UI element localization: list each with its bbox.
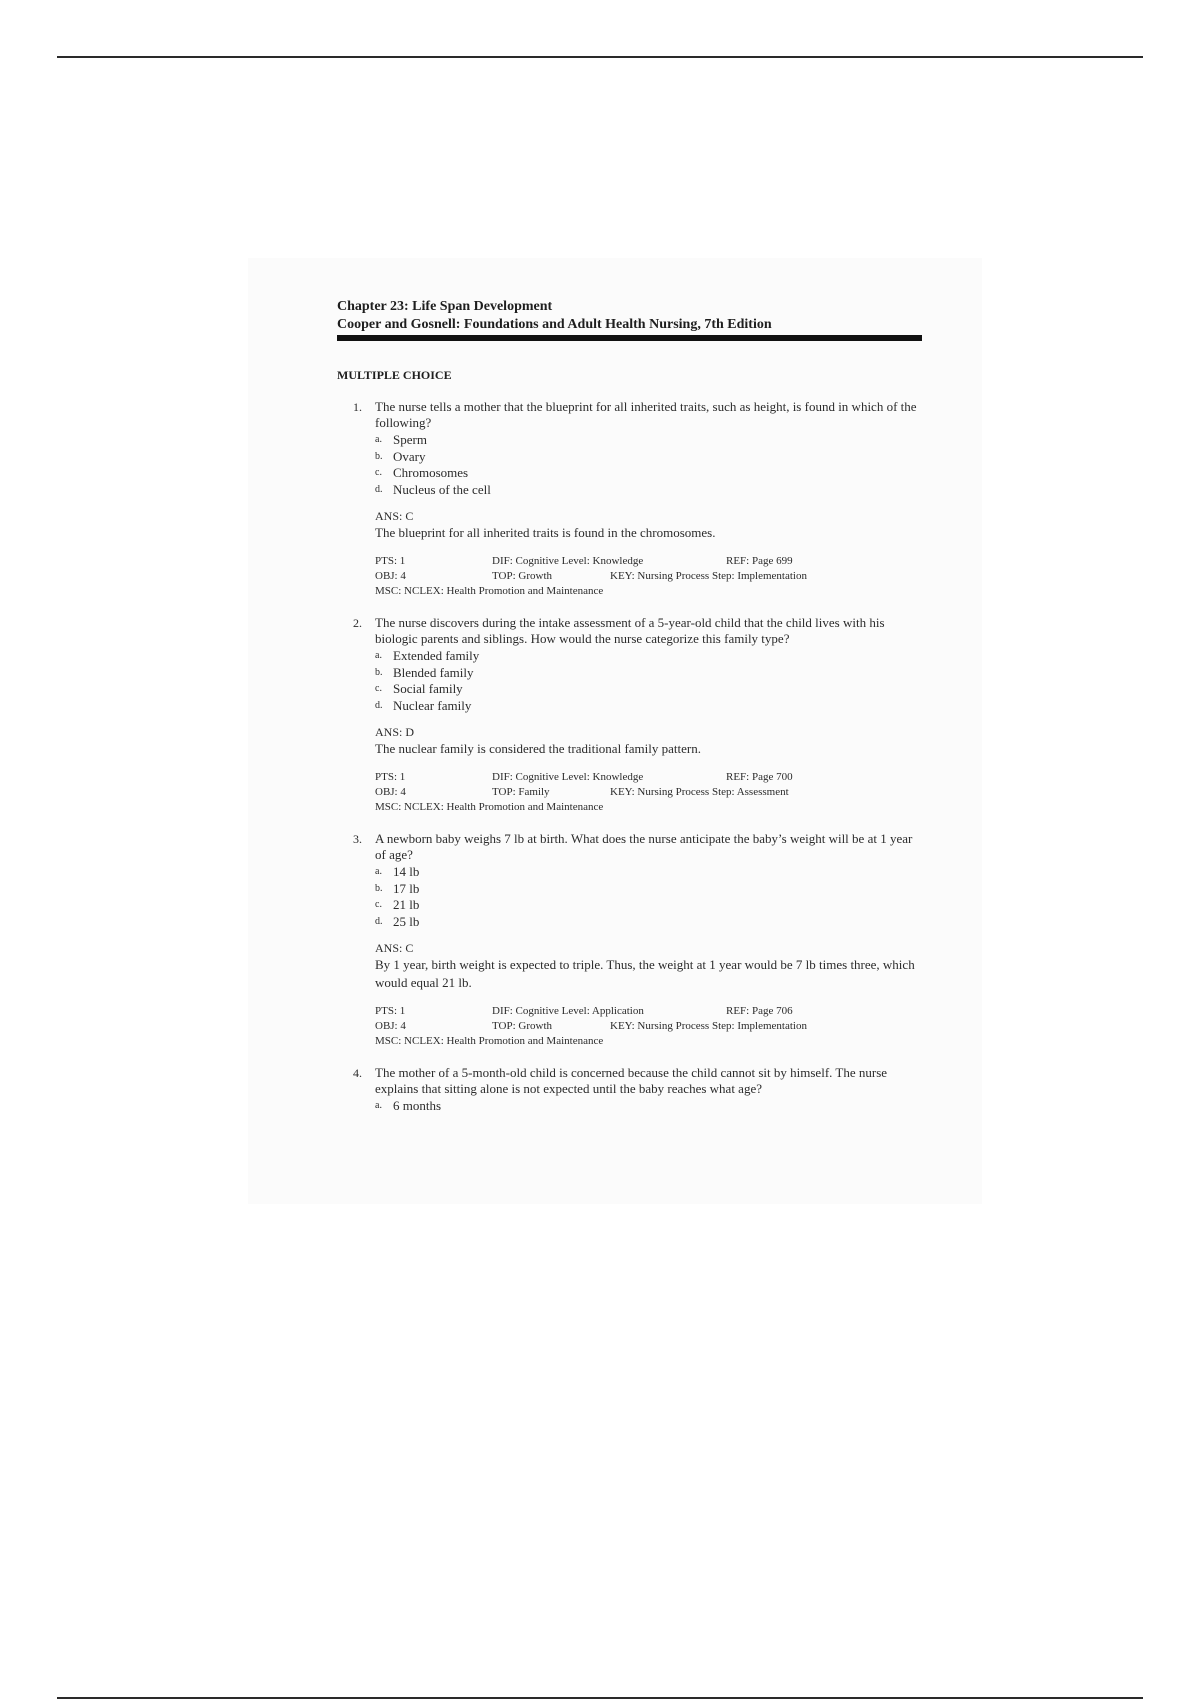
meta-msc: MSC: NCLEX: Health Promotion and Maintenance [375, 1035, 604, 1047]
choice-letter: b. [375, 666, 383, 678]
meta-ref: REF: Page 706 [726, 1005, 793, 1017]
choice-letter: a. [375, 650, 382, 661]
chapter-title: Chapter 23: Life Span Development [337, 299, 553, 314]
answer-choices [375, 1098, 922, 1115]
question-stem: The mother of a 5-month-old child is concerned because the child cannot sit by himself. The nurse explains that sitting alone is not expected until the baby reaches what age? [375, 1065, 888, 1096]
meta-key: KEY: Nursing Process Step: Implementation [610, 570, 807, 582]
choice-letter: c. [375, 467, 382, 478]
answer-choices [375, 432, 922, 498]
choice-d [375, 914, 922, 931]
choice-text: Extended family [393, 648, 480, 663]
choice-letter: b. [375, 450, 383, 462]
meta-pts: PTS: 1 [375, 1005, 406, 1017]
rationale: The blueprint for all inherited traits is found in the chromosomes. [375, 525, 716, 540]
page-top-rule [57, 56, 1143, 58]
meta-ref: REF: Page 699 [726, 555, 793, 567]
choice-text: 6 months [393, 1098, 442, 1113]
question-stem: A newborn baby weighs 7 lb at birth. What does the nurse anticipate the baby’s weight will be at 1 year of age? [375, 831, 913, 862]
choice-text: Sperm [393, 432, 427, 447]
choice-text: Blended family [393, 664, 474, 680]
choice-b [375, 881, 922, 898]
meta-top: TOP: Growth [492, 1020, 552, 1032]
choice-b [375, 665, 922, 682]
choice-letter: a. [375, 434, 382, 445]
meta-msc: MSC: NCLEX: Health Promotion and Maintenance [375, 801, 604, 813]
question-stem: The nurse tells a mother that the blueprint for all inherited traits, such as height, is found in which of the following? [375, 399, 917, 430]
choice-a [375, 864, 922, 881]
meta-obj: OBJ: 4 [375, 786, 406, 798]
choice-letter: d. [375, 699, 383, 711]
meta-pts: PTS: 1 [375, 555, 406, 567]
choice-text: 21 lb [393, 897, 420, 912]
question-1 [337, 399, 922, 599]
answer-key: ANS: C [375, 941, 414, 955]
choice-c [375, 465, 922, 482]
answer-choices [375, 864, 922, 930]
choice-letter: a. [375, 866, 382, 877]
document-page [337, 298, 922, 1115]
choice-letter: d. [375, 915, 383, 927]
choice-letter: d. [375, 483, 383, 495]
choice-a [375, 432, 922, 449]
choice-letter: c. [375, 683, 382, 694]
question-2 [337, 615, 922, 815]
choice-a [375, 1098, 922, 1115]
answer-block [375, 724, 922, 758]
meta-dif: DIF: Cognitive Level: Knowledge [492, 771, 644, 783]
choice-b [375, 449, 922, 466]
meta-top: TOP: Growth [492, 570, 552, 582]
rationale: By 1 year, birth weight is expected to triple. Thus, the weight at 1 year would be 7 lb times three, which would equal 21 lb. [375, 957, 915, 990]
answer-block [375, 940, 922, 992]
choice-text: Social family [393, 681, 463, 696]
meta-pts: PTS: 1 [375, 771, 406, 783]
book-title: Cooper and Gosnell: Foundations and Adult Health Nursing, 7th Edition [337, 317, 772, 332]
question-number: 1. [353, 400, 362, 414]
meta-obj: OBJ: 4 [375, 1020, 406, 1032]
choice-letter: b. [375, 882, 383, 894]
meta-key: KEY: Nursing Process Step: Implementation [610, 1020, 807, 1032]
choice-a [375, 648, 922, 665]
choice-text: Nucleus of the cell [393, 481, 491, 497]
choice-text: Nuclear family [393, 697, 472, 713]
question-metadata [375, 554, 922, 599]
rationale: The nuclear family is considered the traditional family pattern. [375, 741, 701, 756]
choice-letter: a. [375, 1100, 382, 1111]
choice-c [375, 681, 922, 698]
choice-text: 14 lb [393, 864, 420, 879]
title-underline-bar [337, 335, 922, 341]
question-metadata [375, 770, 922, 815]
choice-c [375, 897, 922, 914]
question-3 [337, 831, 922, 1049]
meta-key: KEY: Nursing Process Step: Assessment [610, 786, 789, 798]
choice-d [375, 698, 922, 715]
choice-letter: c. [375, 899, 382, 910]
meta-ref: REF: Page 700 [726, 771, 793, 783]
choice-text: Ovary [393, 448, 426, 464]
question-metadata [375, 1004, 922, 1049]
meta-top: TOP: Family [492, 786, 550, 798]
question-stem: The nurse discovers during the intake assessment of a 5-year-old child that the child lives with his biologic parents and siblings. How would the nurse categorize this family type? [375, 615, 885, 646]
page-bottom-rule [57, 1697, 1143, 1699]
meta-msc: MSC: NCLEX: Health Promotion and Maintenance [375, 585, 604, 597]
question-number: 3. [353, 832, 362, 846]
choice-text: 25 lb [393, 913, 420, 929]
choice-text: Chromosomes [393, 465, 469, 480]
meta-dif: DIF: Cognitive Level: Knowledge [492, 555, 644, 567]
meta-dif: DIF: Cognitive Level: Application [492, 1005, 644, 1017]
question-4 [337, 1065, 922, 1115]
question-number: 4. [353, 1066, 362, 1080]
answer-key: ANS: C [375, 509, 414, 523]
section-heading: MULTIPLE CHOICE [337, 368, 452, 382]
answer-block [375, 508, 922, 542]
question-number: 2. [353, 616, 362, 630]
choice-text: 17 lb [393, 880, 420, 896]
answer-choices [375, 648, 922, 714]
meta-obj: OBJ: 4 [375, 570, 406, 582]
choice-d [375, 482, 922, 499]
answer-key: ANS: D [375, 725, 415, 739]
